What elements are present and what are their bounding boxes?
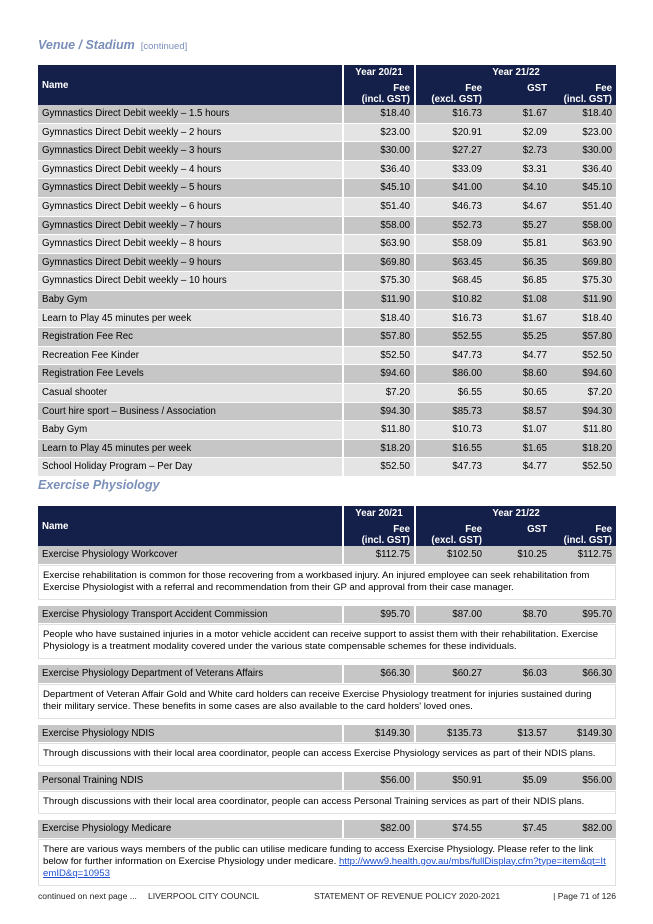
cell-fee-incl-2021: $52.50 [342, 458, 414, 477]
cell-gst: $3.31 [486, 161, 551, 180]
cell-fee-incl-2122: $11.90 [551, 291, 616, 310]
cell-fee-incl-2021: $18.40 [342, 310, 414, 329]
table-row [38, 403, 616, 422]
table-row [38, 440, 616, 459]
cell-fee-incl-2122: $18.40 [551, 310, 616, 329]
table-row [38, 161, 616, 180]
cell-name: Exercise Physiology Medicare [38, 820, 342, 839]
cell-name: Gymnastics Direct Debit weekly – 10 hours [38, 272, 342, 291]
cell-fee-excl: $27.27 [414, 142, 486, 161]
cell-fee-incl-2021: $18.20 [342, 440, 414, 459]
cell-name: Registration Fee Rec [38, 328, 342, 347]
table-row [38, 217, 616, 236]
cell-fee-excl: $10.82 [414, 291, 486, 310]
footer-page-number: | Page 71 of 126 [553, 891, 616, 901]
cell-fee-incl-2021: $52.50 [342, 347, 414, 366]
cell-fee-excl: $74.55 [414, 820, 486, 839]
cell-fee-incl-2021: $66.30 [342, 665, 414, 684]
cell-fee-incl-2122: $57.80 [551, 328, 616, 347]
header-fee-incl-2021: Fee (incl. GST) [342, 78, 414, 105]
cell-fee-excl: $16.73 [414, 105, 486, 124]
cell-name: Baby Gym [38, 291, 342, 310]
table-row [38, 725, 616, 744]
description-body: Through discussions with their local area coordinator, people can access Exercise Physiology services as part of their NDIS plans. [43, 748, 596, 760]
cell-gst: $5.09 [486, 772, 551, 791]
cell-name: Personal Training NDIS [38, 772, 342, 791]
cell-fee-excl: $60.27 [414, 665, 486, 684]
cell-name: Registration Fee Levels [38, 365, 342, 384]
cell-fee-excl: $33.09 [414, 161, 486, 180]
table-row [38, 291, 616, 310]
cell-fee-incl-2122: $11.80 [551, 421, 616, 440]
table-row [38, 142, 616, 161]
table-row [38, 665, 616, 684]
table-row [38, 272, 616, 291]
cell-gst: $5.25 [486, 328, 551, 347]
cell-fee-incl-2122: $7.20 [551, 384, 616, 403]
cell-gst: $1.07 [486, 421, 551, 440]
cell-name: Gymnastics Direct Debit weekly – 4 hours [38, 161, 342, 180]
table-row [38, 458, 616, 477]
cell-fee-incl-2021: $23.00 [342, 124, 414, 143]
cell-fee-incl-2021: $11.80 [342, 421, 414, 440]
header-name: Name [38, 65, 342, 105]
venue-table-body [38, 105, 616, 477]
cell-name: Court hire sport – Business / Association [38, 403, 342, 422]
table-row [38, 328, 616, 347]
cell-name: Recreation Fee Kinder [38, 347, 342, 366]
table-row [38, 310, 616, 329]
description-row [38, 565, 616, 600]
cell-name: Exercise Physiology NDIS [38, 725, 342, 744]
header-fee-incl-2021: Fee (incl. GST) [342, 519, 414, 546]
cell-gst: $8.70 [486, 606, 551, 625]
cell-fee-incl-2122: $69.80 [551, 254, 616, 273]
cell-fee-incl-2021: $112.75 [342, 546, 414, 565]
header-fee-excl: Fee (excl. GST) [414, 78, 486, 105]
cell-fee-incl-2021: $58.00 [342, 217, 414, 236]
description-row [38, 743, 616, 766]
cell-fee-incl-2122: $36.40 [551, 161, 616, 180]
description-text [38, 839, 616, 886]
description-text [38, 684, 616, 719]
cell-fee-excl: $52.55 [414, 328, 486, 347]
cell-fee-excl: $47.73 [414, 458, 486, 477]
cell-gst: $10.25 [486, 546, 551, 565]
table-row [38, 546, 616, 565]
cell-name: Exercise Physiology Transport Accident Commission [38, 606, 342, 625]
cell-name: Gymnastics Direct Debit weekly – 7 hours [38, 217, 342, 236]
cell-name: Gymnastics Direct Debit weekly – 1.5 hours [38, 105, 342, 124]
table-row [38, 124, 616, 143]
table-row [38, 421, 616, 440]
cell-fee-excl: $50.91 [414, 772, 486, 791]
medicare-info-link[interactable]: http://www9.health.gov.au/mbs/fullDisplay.cfm?type=item&qt=ItemID&q=10953 [43, 855, 606, 879]
cell-fee-incl-2122: $112.75 [551, 546, 616, 565]
table-row [38, 235, 616, 254]
table-row [38, 772, 616, 791]
description-row [38, 791, 616, 814]
cell-fee-incl-2021: $75.30 [342, 272, 414, 291]
cell-fee-excl: $20.91 [414, 124, 486, 143]
venue-section-title [38, 38, 187, 52]
cell-fee-incl-2021: $7.20 [342, 384, 414, 403]
cell-fee-excl: $135.73 [414, 725, 486, 744]
footer-continued: continued on next page ... [38, 891, 137, 901]
cell-fee-excl: $10.73 [414, 421, 486, 440]
exercise-title-text: Exercise Physiology [38, 478, 160, 492]
cell-name: Exercise Physiology Workcover [38, 546, 342, 565]
cell-fee-incl-2021: $149.30 [342, 725, 414, 744]
cell-gst: $6.85 [486, 272, 551, 291]
exercise-table-body [38, 546, 616, 886]
cell-gst: $7.45 [486, 820, 551, 839]
cell-fee-incl-2122: $56.00 [551, 772, 616, 791]
cell-fee-incl-2021: $63.90 [342, 235, 414, 254]
description-body: There are various ways members of the public can utilise medicare funding to access Exercise Physiology. Please refer to the link below for further information on Exercise Physiology under medicare. [43, 843, 594, 867]
description-text [38, 624, 616, 659]
header-fee-incl-2122: Fee (incl. GST) [551, 78, 616, 105]
cell-name: Gymnastics Direct Debit weekly – 6 hours [38, 198, 342, 217]
description-text [38, 743, 616, 766]
cell-fee-incl-2122: $18.20 [551, 440, 616, 459]
table-row [38, 179, 616, 198]
cell-fee-incl-2122: $63.90 [551, 235, 616, 254]
cell-fee-incl-2021: $36.40 [342, 161, 414, 180]
cell-fee-excl: $87.00 [414, 606, 486, 625]
cell-gst: $6.03 [486, 665, 551, 684]
cell-fee-incl-2021: $51.40 [342, 198, 414, 217]
table-row [38, 365, 616, 384]
continued-label: [continued] [140, 41, 188, 52]
cell-fee-incl-2122: $23.00 [551, 124, 616, 143]
table-row [38, 820, 616, 839]
cell-gst: $2.73 [486, 142, 551, 161]
cell-gst: $1.65 [486, 440, 551, 459]
cell-name: Learn to Play 45 minutes per week [38, 440, 342, 459]
cell-fee-incl-2021: $94.60 [342, 365, 414, 384]
cell-name: Learn to Play 45 minutes per week [38, 310, 342, 329]
header-name: Name [38, 506, 342, 546]
cell-fee-incl-2021: $30.00 [342, 142, 414, 161]
cell-name: Gymnastics Direct Debit weekly – 2 hours [38, 124, 342, 143]
cell-fee-excl: $102.50 [414, 546, 486, 565]
description-text [38, 565, 616, 600]
cell-gst: $4.77 [486, 347, 551, 366]
cell-name: Exercise Physiology Department of Veterans Affairs [38, 665, 342, 684]
cell-fee-incl-2021: $57.80 [342, 328, 414, 347]
table-row [38, 198, 616, 217]
description-text [38, 791, 616, 814]
header-year-2021: Year 20/21 [342, 65, 414, 78]
description-body: Through discussions with their local area coordinator, people can access Personal Training services as part of their NDIS plans. [43, 795, 585, 807]
description-row [38, 684, 616, 719]
cell-fee-excl: $68.45 [414, 272, 486, 291]
cell-gst: $4.67 [486, 198, 551, 217]
cell-gst: $0.65 [486, 384, 551, 403]
cell-fee-incl-2122: $52.50 [551, 458, 616, 477]
cell-fee-incl-2122: $45.10 [551, 179, 616, 198]
cell-fee-incl-2021: $56.00 [342, 772, 414, 791]
cell-fee-incl-2021: $11.90 [342, 291, 414, 310]
cell-gst: $4.10 [486, 179, 551, 198]
cell-name: School Holiday Program – Per Day [38, 458, 342, 477]
exercise-section-title [38, 478, 160, 492]
cell-fee-excl: $6.55 [414, 384, 486, 403]
cell-name: Gymnastics Direct Debit weekly – 3 hours [38, 142, 342, 161]
cell-gst: $5.27 [486, 217, 551, 236]
cell-fee-excl: $63.45 [414, 254, 486, 273]
cell-gst: $5.81 [486, 235, 551, 254]
header-gst: GST [486, 519, 551, 546]
cell-fee-incl-2021: $18.40 [342, 105, 414, 124]
table-row [38, 254, 616, 273]
cell-fee-incl-2122: $82.00 [551, 820, 616, 839]
cell-fee-excl: $47.73 [414, 347, 486, 366]
cell-name: Gymnastics Direct Debit weekly – 9 hours [38, 254, 342, 273]
cell-fee-excl: $16.73 [414, 310, 486, 329]
header-year-2122: Year 21/22 [414, 506, 616, 519]
cell-fee-incl-2122: $18.40 [551, 105, 616, 124]
description-row [38, 839, 616, 886]
cell-fee-incl-2122: $58.00 [551, 217, 616, 236]
cell-fee-incl-2122: $52.50 [551, 347, 616, 366]
cell-fee-incl-2021: $45.10 [342, 179, 414, 198]
cell-gst: $1.67 [486, 310, 551, 329]
cell-fee-excl: $85.73 [414, 403, 486, 422]
venue-title-text: Venue / Stadium [38, 38, 135, 52]
cell-fee-incl-2122: $94.30 [551, 403, 616, 422]
cell-gst: $8.60 [486, 365, 551, 384]
exercise-table-header [38, 506, 616, 546]
cell-gst: $6.35 [486, 254, 551, 273]
venue-fee-table [38, 65, 616, 477]
cell-gst: $1.67 [486, 105, 551, 124]
description-body: Exercise rehabilitation is common for those recovering from a workbased injury. An injured employee can seek rehabilitation from Exercise Physiologist with a referral and recommendation from their GP and approval from their case manager. [43, 569, 590, 593]
cell-gst: $8.57 [486, 403, 551, 422]
cell-fee-excl: $46.73 [414, 198, 486, 217]
description-body: People who have sustained injuries in a motor vehicle accident can receive support to assist them with their rehabilitation. Exercise Physiology is a treatment modality covered under the various state compensable schemes for these individuals. [43, 629, 599, 653]
cell-gst: $4.77 [486, 458, 551, 477]
cell-fee-incl-2122: $95.70 [551, 606, 616, 625]
table-row [38, 384, 616, 403]
cell-name: Casual shooter [38, 384, 342, 403]
cell-fee-incl-2021: $82.00 [342, 820, 414, 839]
cell-name: Gymnastics Direct Debit weekly – 5 hours [38, 179, 342, 198]
cell-fee-excl: $16.55 [414, 440, 486, 459]
cell-fee-incl-2122: $75.30 [551, 272, 616, 291]
table-row [38, 105, 616, 124]
header-year-2021: Year 20/21 [342, 506, 414, 519]
table-row [38, 347, 616, 366]
cell-gst: $2.09 [486, 124, 551, 143]
cell-fee-incl-2021: $95.70 [342, 606, 414, 625]
cell-fee-excl: $52.73 [414, 217, 486, 236]
exercise-fee-table [38, 506, 616, 886]
cell-gst: $13.57 [486, 725, 551, 744]
cell-name: Gymnastics Direct Debit weekly – 8 hours [38, 235, 342, 254]
footer-statement: STATEMENT OF REVENUE POLICY 2020-2021 [314, 891, 501, 901]
description-row [38, 624, 616, 659]
description-body: Department of Veteran Affair Gold and White card holders can receive Exercise Physiology treatment for injuries sustained during their military service. These benefits in some cases are also available to the card holders' loved ones. [43, 688, 592, 712]
header-fee-excl: Fee (excl. GST) [414, 519, 486, 546]
cell-fee-incl-2122: $66.30 [551, 665, 616, 684]
cell-fee-incl-2122: $149.30 [551, 725, 616, 744]
header-gst: GST [486, 78, 551, 105]
header-fee-incl-2122: Fee (incl. GST) [551, 519, 616, 546]
cell-fee-incl-2122: $51.40 [551, 198, 616, 217]
cell-fee-incl-2122: $94.60 [551, 365, 616, 384]
cell-fee-incl-2021: $94.30 [342, 403, 414, 422]
cell-fee-excl: $41.00 [414, 179, 486, 198]
cell-fee-incl-2021: $69.80 [342, 254, 414, 273]
cell-fee-excl: $86.00 [414, 365, 486, 384]
cell-fee-incl-2122: $30.00 [551, 142, 616, 161]
table-row [38, 606, 616, 625]
footer-council: LIVERPOOL CITY COUNCIL [148, 891, 260, 901]
cell-gst: $1.08 [486, 291, 551, 310]
header-year-2122: Year 21/22 [414, 65, 616, 78]
cell-fee-excl: $58.09 [414, 235, 486, 254]
cell-name: Baby Gym [38, 421, 342, 440]
venue-table-header [38, 65, 616, 105]
